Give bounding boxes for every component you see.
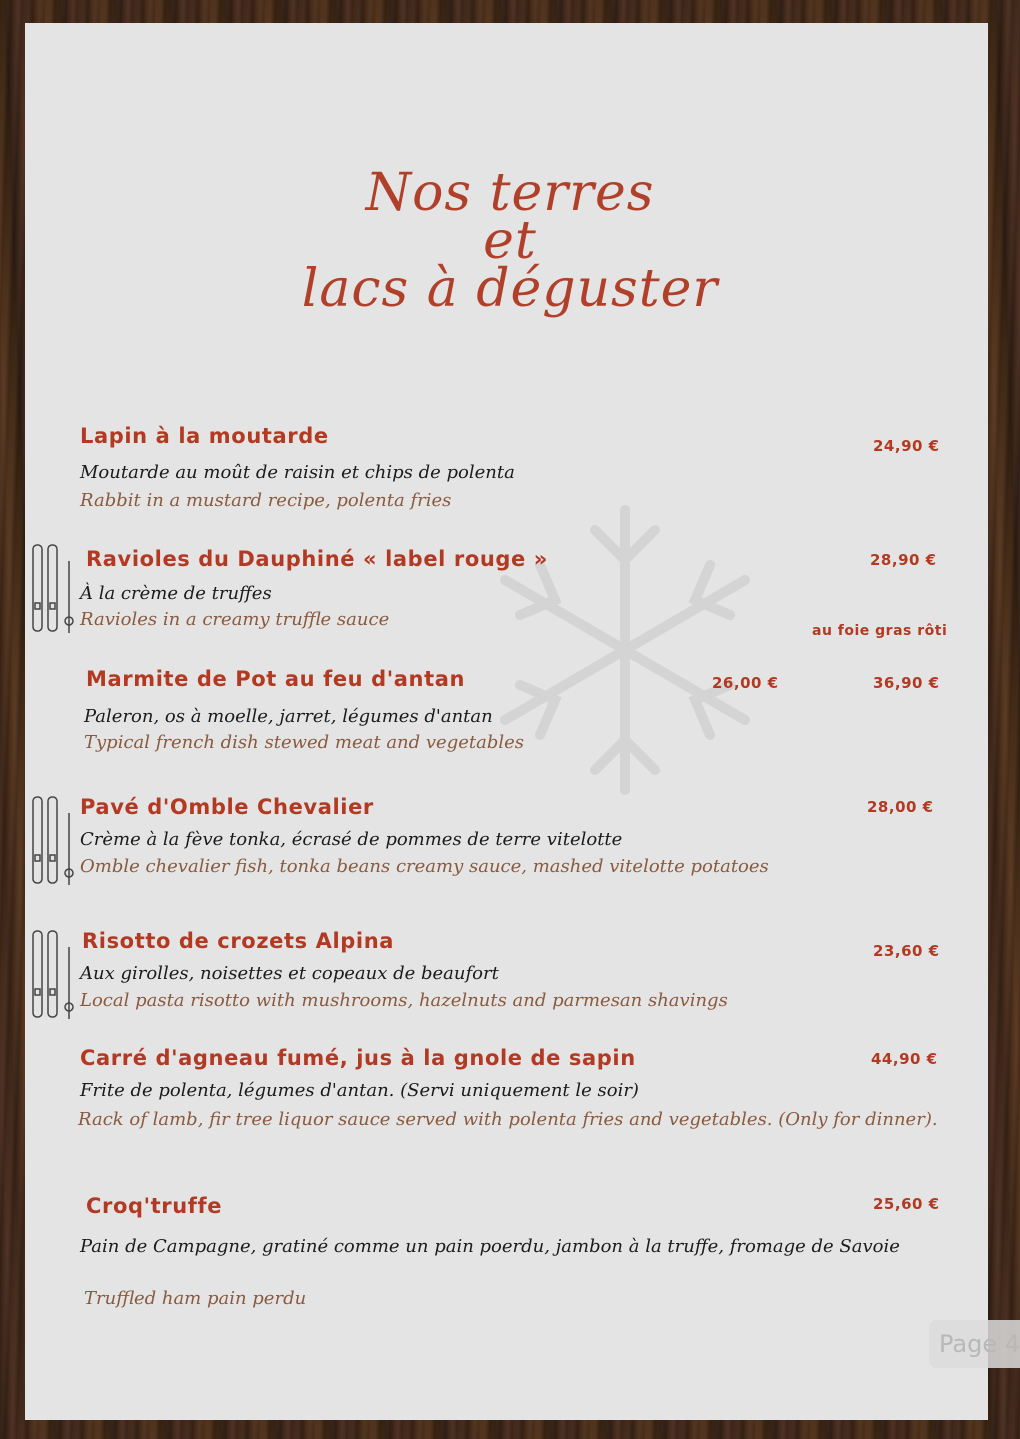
ski-poles-icon xyxy=(30,543,76,635)
title-line-3: lacs à déguster xyxy=(301,259,719,319)
dish-price: 23,60 € xyxy=(873,942,940,960)
dish-description-fr: Frite de polenta, légumes d'antan. (Servi uniquement le soir) xyxy=(80,1080,639,1101)
dish-description-en: Truffled ham pain perdu xyxy=(84,1288,307,1309)
dish-description-fr: À la crème de truffes xyxy=(80,583,272,604)
dish-description-fr: Aux girolles, noisettes et copeaux de beaufort xyxy=(80,963,499,984)
dish-description-en: Local pasta risotto with mushrooms, hazelnuts and parmesan shavings xyxy=(80,990,728,1011)
dish-name: Pavé d'Omble Chevalier xyxy=(80,795,374,819)
dish-description-en: Rack of lamb, fir tree liquor sauce served with polenta fries and vegetables. (Only for dinner). xyxy=(78,1109,938,1130)
ski-poles-icon xyxy=(30,929,76,1021)
dish-price: 44,90 € xyxy=(871,1050,938,1068)
dish-price: 28,90 € xyxy=(870,551,937,569)
dish-price: 24,90 € xyxy=(873,437,940,455)
dish-name: Marmite de Pot au feu d'antan xyxy=(86,667,466,691)
ski-poles-icon xyxy=(30,795,76,887)
dish-name: Croq'truffe xyxy=(86,1194,223,1218)
dish-price-foie-gras: 36,90 € xyxy=(873,674,940,692)
dish-description-fr: Crème à la fève tonka, écrasé de pommes de terre vitelotte xyxy=(80,829,623,850)
dish-description-en: Omble chevalier fish, tonka beans creamy sauce, mashed vitelotte potatoes xyxy=(80,856,769,877)
dish-description-fr: Moutarde au moût de raisin et chips de polenta xyxy=(80,462,515,483)
dish-price: 28,00 € xyxy=(867,798,934,816)
dish-name: Lapin à la moutarde xyxy=(80,424,329,448)
dish-name: Ravioles du Dauphiné « label rouge » xyxy=(86,547,548,571)
dish-price: 26,00 € xyxy=(712,674,779,692)
dish-description-fr: Pain de Campagne, gratiné comme un pain poerdu, jambon à la truffe, fromage de Savoie xyxy=(80,1236,900,1257)
page-title xyxy=(0,163,1020,319)
page-indicator: Page 4 xyxy=(929,1320,1020,1368)
dish-description-en: Typical french dish stewed meat and vegetables xyxy=(84,732,525,753)
title-line-2: et xyxy=(483,211,537,271)
dish-price: 25,60 € xyxy=(873,1195,940,1213)
snowflake-icon xyxy=(490,500,760,800)
dish-name: Risotto de crozets Alpina xyxy=(82,929,395,953)
dish-description-fr: Paleron, os à moelle, jarret, légumes d'antan xyxy=(84,706,493,727)
price-note: au foie gras rôti xyxy=(812,623,948,639)
title-line-1: Nos terres xyxy=(365,163,655,223)
dish-description-en: Ravioles in a creamy truffle sauce xyxy=(80,609,390,630)
dish-description-en: Rabbit in a mustard recipe, polenta fries xyxy=(80,490,452,511)
dish-name: Carré d'agneau fumé, jus à la gnole de sapin xyxy=(80,1046,636,1070)
